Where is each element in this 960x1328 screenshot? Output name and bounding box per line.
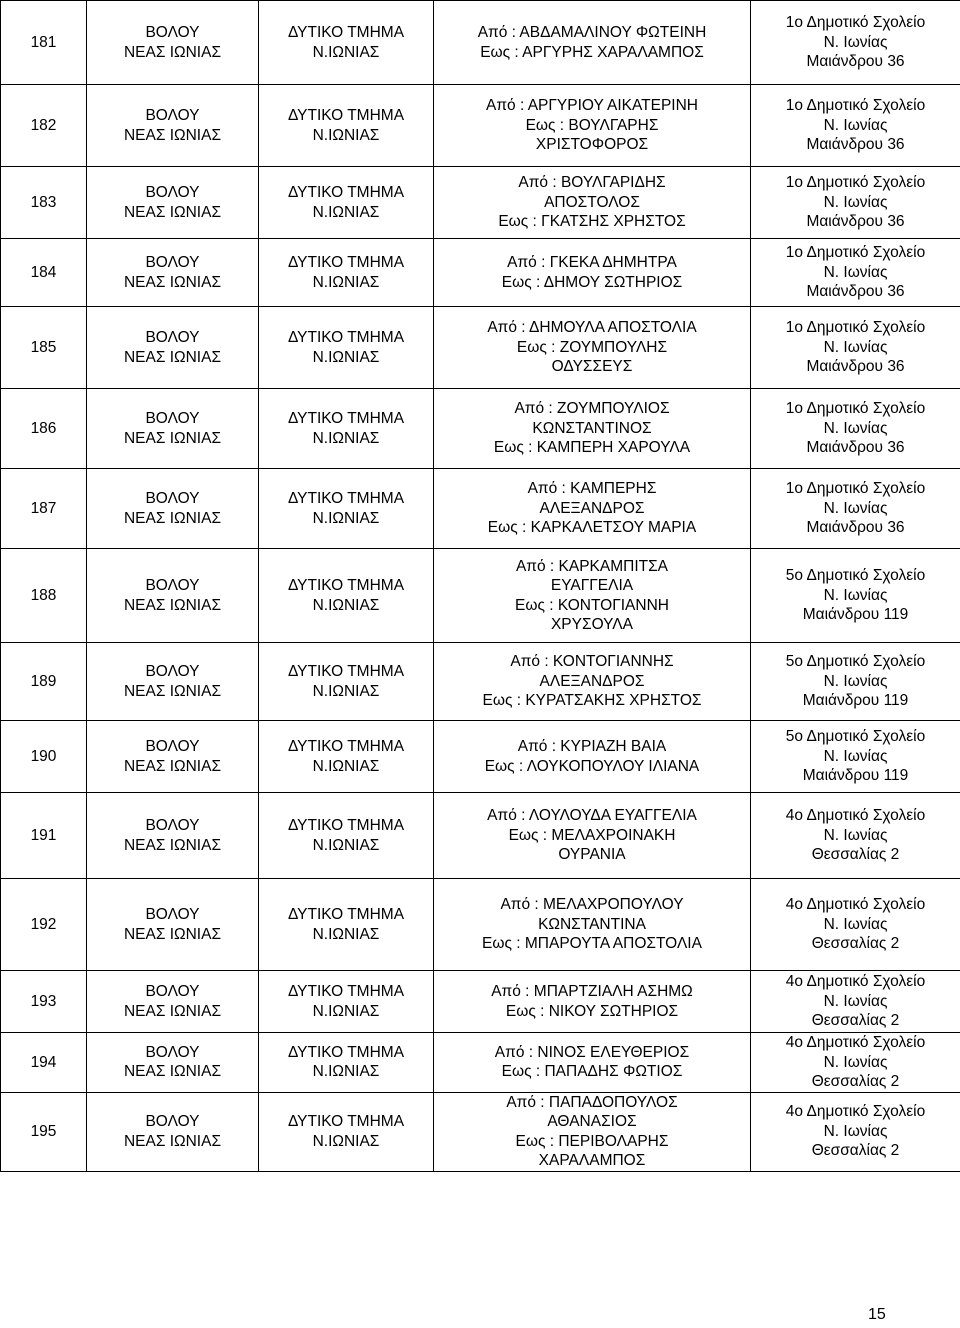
cell-line: 5ο Δημοτικό Σχολείο	[785, 653, 926, 671]
table-row	[1, 721, 960, 793]
cell-line: Εως : ΜΕΛΑΧΡΟΙΝΑΚΗ	[508, 826, 676, 844]
table-row	[1, 1, 960, 85]
surname-range-cell	[434, 793, 751, 879]
cell-line: Ν. Ιωνίας	[823, 338, 888, 356]
cell-line: ΔΥΤΙΚΟ ΤΜΗΜΑ	[287, 1113, 405, 1130]
cell-line: Από : ΚΥΡΙΑΖΗ ΒΑΙΑ	[517, 738, 667, 755]
cell-line: ΝΕΑΣ ΙΩΝΙΑΣ	[123, 1063, 222, 1081]
polling-school-cell	[751, 1033, 960, 1093]
cell-line: Από : ΛΟΥΛΟΥΔΑ ΕΥΑΓΓΕΛΙΑ	[487, 807, 697, 825]
cell-line: ΔΥΤΙΚΟ ΤΜΗΜΑ	[287, 107, 405, 124]
cell-line: ΑΛΕΞΑΝΔΡΟΣ	[539, 672, 645, 690]
cell-line: Ν. Ιωνίας	[823, 586, 888, 604]
municipality-cell	[87, 167, 259, 239]
station-number-cell: 183	[1, 167, 87, 239]
municipality-cell	[87, 549, 259, 643]
cell-line: ΔΥΤΙΚΟ ΤΜΗΜΑ	[287, 983, 405, 1000]
polling-school-cell	[751, 167, 960, 239]
municipality-cell	[87, 85, 259, 167]
cell-line: 4ο Δημοτικό Σχολείο	[785, 896, 926, 914]
table-row	[1, 167, 960, 239]
table-row	[1, 549, 960, 643]
cell-line: ΔΥΤΙΚΟ ΤΜΗΜΑ	[287, 254, 405, 271]
department-cell	[259, 879, 434, 971]
table-row	[1, 1092, 960, 1171]
cell-line: ΔΥΤΙΚΟ ΤΜΗΜΑ	[287, 24, 405, 41]
polling-school-cell	[751, 971, 960, 1033]
municipality-cell	[87, 643, 259, 721]
cell-line: Μαιάνδρου 36	[806, 358, 905, 376]
cell-line: Ν. Ιωνίας	[823, 826, 888, 844]
surname-range-cell	[434, 971, 751, 1033]
cell-line: Εως : ΜΠΑΡΟΥΤΑ ΑΠΟΣΤΟΛΙΑ	[482, 935, 702, 953]
table-row	[1, 793, 960, 879]
cell-line: Από : ΑΒΔΑΜΑΛΙΝΟΥ ΦΩΤΕΙΝΗ	[477, 24, 707, 41]
cell-line: ΔΥΤΙΚΟ ΤΜΗΜΑ	[287, 577, 405, 594]
department-cell	[259, 1092, 434, 1171]
cell-line: ΒΟΛΟΥ	[145, 738, 200, 755]
surname-range-cell	[434, 1, 751, 85]
cell-line: Εως : ΠΕΡΙΒΟΛΑΡΗΣ	[515, 1132, 669, 1150]
cell-line: ΚΩΝΣΤΑΝΤΙΝΑ	[538, 915, 646, 933]
station-number-cell: 188	[1, 549, 87, 643]
cell-line: ΔΥΤΙΚΟ ΤΜΗΜΑ	[287, 329, 405, 346]
cell-line: Ν.ΙΩΝΙΑΣ	[312, 273, 380, 291]
department-cell	[259, 469, 434, 549]
municipality-cell	[87, 239, 259, 307]
cell-line: Ν.ΙΩΝΙΑΣ	[312, 1063, 380, 1081]
surname-range-cell	[434, 1092, 751, 1171]
polling-school-cell	[751, 307, 960, 389]
cell-line: Ν. Ιωνίας	[823, 992, 888, 1010]
station-number-cell: 193	[1, 971, 87, 1033]
station-number-cell: 182	[1, 85, 87, 167]
cell-line: ΒΟΛΟΥ	[145, 329, 200, 346]
table-row	[1, 879, 960, 971]
cell-line: 5ο Δημοτικό Σχολείο	[785, 567, 926, 585]
cell-line: Ν.ΙΩΝΙΑΣ	[312, 757, 380, 775]
cell-line: ΝΕΑΣ ΙΩΝΙΑΣ	[123, 836, 222, 854]
municipality-cell	[87, 721, 259, 793]
department-cell	[259, 167, 434, 239]
cell-line: 1ο Δημοτικό Σχολείο	[785, 400, 926, 418]
surname-range-cell	[434, 307, 751, 389]
cell-line: ΝΕΑΣ ΙΩΝΙΑΣ	[123, 1002, 222, 1020]
cell-line: Θεσσαλίας 2	[811, 1012, 900, 1030]
department-cell	[259, 1, 434, 85]
cell-line: 4ο Δημοτικό Σχολείο	[785, 1103, 926, 1121]
cell-line: Από : ΜΕΛΑΧΡΟΠΟΥΛΟΥ	[500, 896, 684, 914]
cell-line: ΔΥΤΙΚΟ ΤΜΗΜΑ	[287, 817, 405, 834]
cell-line: Από : ΔΗΜΟΥΛΑ ΑΠΟΣΤΟΛΙΑ	[487, 319, 697, 337]
surname-range-cell	[434, 469, 751, 549]
cell-line: Ν.ΙΩΝΙΑΣ	[312, 925, 380, 943]
cell-line: Μαιάνδρου 36	[806, 213, 905, 231]
cell-line: ΒΟΛΟΥ	[145, 906, 200, 923]
cell-line: ΒΟΛΟΥ	[145, 817, 200, 834]
cell-line: ΝΕΑΣ ΙΩΝΙΑΣ	[123, 925, 222, 943]
cell-line: ΧΡΙΣΤΟΦΟΡΟΣ	[535, 136, 649, 154]
cell-line: Ν.ΙΩΝΙΑΣ	[312, 348, 380, 366]
department-cell	[259, 307, 434, 389]
cell-line: Ν. Ιωνίας	[823, 499, 888, 517]
cell-line: Ν.ΙΩΝΙΑΣ	[312, 509, 380, 527]
cell-line: ΒΟΛΟΥ	[145, 24, 200, 41]
cell-line: Ν. Ιωνίας	[823, 1122, 888, 1140]
department-cell	[259, 549, 434, 643]
municipality-cell	[87, 1033, 259, 1093]
cell-line: ΝΕΑΣ ΙΩΝΙΑΣ	[123, 273, 222, 291]
cell-line: ΔΥΤΙΚΟ ΤΜΗΜΑ	[287, 663, 405, 680]
surname-range-cell	[434, 549, 751, 643]
cell-line: Μαιάνδρου 36	[806, 439, 905, 457]
cell-line: ΔΥΤΙΚΟ ΤΜΗΜΑ	[287, 184, 405, 201]
cell-line: ΔΥΤΙΚΟ ΤΜΗΜΑ	[287, 738, 405, 755]
polling-school-cell	[751, 389, 960, 469]
surname-range-cell	[434, 389, 751, 469]
cell-line: ΝΕΑΣ ΙΩΝΙΑΣ	[123, 596, 222, 614]
cell-line: 1ο Δημοτικό Σχολείο	[785, 480, 926, 498]
cell-line: 1ο Δημοτικό Σχολείο	[785, 174, 926, 192]
department-cell	[259, 239, 434, 307]
surname-range-cell	[434, 721, 751, 793]
cell-line: Από : ΒΟΥΛΓΑΡΙΔΗΣ	[518, 174, 666, 192]
cell-line: Από : ΝΙΝΟΣ ΕΛΕΥΘΕΡΙΟΣ	[494, 1043, 690, 1061]
cell-line: Ν.ΙΩΝΙΑΣ	[312, 203, 380, 221]
table-row	[1, 971, 960, 1033]
surname-range-cell	[434, 239, 751, 307]
cell-line: Εως : ΓΚΑΤΣΗΣ ΧΡΗΣΤΟΣ	[498, 213, 686, 231]
cell-line: Ν.ΙΩΝΙΑΣ	[312, 429, 380, 447]
polling-school-cell	[751, 469, 960, 549]
cell-line: Εως : ΝΙΚΟΥ ΣΩΤΗΡΙΟΣ	[505, 1002, 679, 1020]
department-cell	[259, 389, 434, 469]
table-body	[1, 1, 960, 1172]
department-cell	[259, 643, 434, 721]
cell-line: ΝΕΑΣ ΙΩΝΙΑΣ	[123, 429, 222, 447]
cell-line: ΝΕΑΣ ΙΩΝΙΑΣ	[123, 757, 222, 775]
cell-line: Ν.ΙΩΝΙΑΣ	[312, 682, 380, 700]
cell-line: Θεσσαλίας 2	[811, 846, 900, 864]
table-row	[1, 469, 960, 549]
cell-line: Μαιάνδρου 36	[806, 136, 905, 154]
cell-line: Μαιάνδρου 119	[802, 767, 909, 785]
department-cell	[259, 1033, 434, 1093]
cell-line: Ν. Ιωνίας	[823, 1053, 888, 1071]
cell-line: Ν.ΙΩΝΙΑΣ	[312, 596, 380, 614]
cell-line: 4ο Δημοτικό Σχολείο	[785, 1034, 926, 1051]
cell-line: ΒΟΛΟΥ	[145, 410, 200, 427]
cell-line: ΔΥΤΙΚΟ ΤΜΗΜΑ	[287, 410, 405, 427]
municipality-cell	[87, 971, 259, 1033]
cell-line: ΧΡΥΣΟΥΛΑ	[550, 616, 634, 633]
cell-line: Ν.ΙΩΝΙΑΣ	[312, 43, 380, 61]
cell-line: ΒΟΛΟΥ	[145, 107, 200, 124]
table-row	[1, 643, 960, 721]
station-number-cell: 186	[1, 389, 87, 469]
cell-line: Ν.ΙΩΝΙΑΣ	[312, 1132, 380, 1150]
table-row	[1, 1033, 960, 1093]
cell-line: ΟΥΡΑΝΙΑ	[558, 846, 626, 864]
surname-range-cell	[434, 643, 751, 721]
cell-line: 1ο Δημοτικό Σχολείο	[785, 97, 926, 115]
cell-line: ΔΥΤΙΚΟ ΤΜΗΜΑ	[287, 490, 405, 507]
cell-line: Ν. Ιωνίας	[823, 747, 888, 765]
cell-line: Εως : ΑΡΓΥΡΗΣ ΧΑΡΑΛΑΜΠΟΣ	[480, 43, 704, 61]
polling-school-cell	[751, 793, 960, 879]
cell-line: Θεσσαλίας 2	[811, 1073, 900, 1090]
station-number-cell: 181	[1, 1, 87, 85]
cell-line: Εως : ΚΥΡΑΤΣΑΚΗΣ ΧΡΗΣΤΟΣ	[482, 692, 702, 710]
surname-range-cell	[434, 879, 751, 971]
cell-line: Από : ΚΑΡΚΑΜΠΙΤΣΑ	[515, 557, 669, 575]
cell-line: Εως : ΛΟΥΚΟΠΟΥΛΟΥ ΙΛΙΑΝΑ	[484, 757, 700, 775]
department-cell	[259, 971, 434, 1033]
cell-line: ΔΥΤΙΚΟ ΤΜΗΜΑ	[287, 906, 405, 923]
cell-line: ΒΟΛΟΥ	[145, 663, 200, 680]
cell-line: Από : ΚΑΜΠΕΡΗΣ	[527, 480, 657, 498]
station-number-cell: 194	[1, 1033, 87, 1093]
cell-line: Εως : ΚΑΡΚΑΛΕΤΣΟΥ ΜΑΡΙΑ	[487, 519, 697, 537]
cell-line: Μαιάνδρου 36	[806, 53, 905, 71]
polling-school-cell	[751, 1092, 960, 1171]
department-cell	[259, 85, 434, 167]
cell-line: ΔΥΤΙΚΟ ΤΜΗΜΑ	[287, 1043, 405, 1061]
cell-line: Εως : ΖΟΥΜΠΟΥΛΗΣ	[516, 338, 668, 356]
cell-line: Ν.ΙΩΝΙΑΣ	[312, 836, 380, 854]
cell-line: ΚΩΝΣΤΑΝΤΙΝΟΣ	[532, 419, 652, 437]
municipality-cell	[87, 1, 259, 85]
cell-line: Ν.ΙΩΝΙΑΣ	[312, 1002, 380, 1020]
cell-line: Ν. Ιωνίας	[823, 672, 888, 690]
cell-line: Μαιάνδρου 119	[802, 692, 909, 710]
cell-line: Εως : ΠΑΠΑΔΗΣ ΦΩΤΙΟΣ	[501, 1063, 683, 1081]
station-number-cell: 190	[1, 721, 87, 793]
cell-line: Από : ΚΟΝΤΟΓΙΑΝΝΗΣ	[510, 653, 674, 671]
station-number-cell: 185	[1, 307, 87, 389]
cell-line: Μαιάνδρου 36	[806, 519, 905, 537]
cell-line: 4ο Δημοτικό Σχολείο	[785, 807, 926, 825]
cell-line: ΕΥΑΓΓΕΛΙΑ	[550, 577, 634, 594]
surname-range-cell	[434, 167, 751, 239]
cell-line: ΝΕΑΣ ΙΩΝΙΑΣ	[123, 348, 222, 366]
cell-line: ΑΛΕΞΑΝΔΡΟΣ	[539, 499, 645, 517]
municipality-cell	[87, 793, 259, 879]
station-number-cell: 187	[1, 469, 87, 549]
cell-line: ΝΕΑΣ ΙΩΝΙΑΣ	[123, 43, 222, 61]
cell-line: ΑΘΑΝΑΣΙΟΣ	[547, 1113, 637, 1130]
polling-school-cell	[751, 721, 960, 793]
polling-school-cell	[751, 643, 960, 721]
cell-line: Από : ΜΠΑΡΤΖΙΑΛΗ ΑΣΗΜΩ	[491, 983, 693, 1000]
station-number-cell: 191	[1, 793, 87, 879]
department-cell	[259, 721, 434, 793]
cell-line: ΒΟΛΟΥ	[145, 577, 200, 594]
cell-line: Εως : ΔΗΜΟΥ ΣΩΤΗΡΙΟΣ	[501, 273, 683, 291]
surname-range-cell	[434, 1033, 751, 1093]
polling-school-cell	[751, 1, 960, 85]
station-number-cell: 184	[1, 239, 87, 307]
polling-school-cell	[751, 549, 960, 643]
cell-line: ΝΕΑΣ ΙΩΝΙΑΣ	[123, 509, 222, 527]
cell-line: Θεσσαλίας 2	[811, 1142, 900, 1160]
cell-line: Ν. Ιωνίας	[823, 193, 888, 211]
station-number-cell: 195	[1, 1092, 87, 1171]
municipality-cell	[87, 389, 259, 469]
polling-school-cell	[751, 879, 960, 971]
cell-line: ΝΕΑΣ ΙΩΝΙΑΣ	[123, 203, 222, 221]
table-row	[1, 85, 960, 167]
cell-line: ΑΠΟΣΤΟΛΟΣ	[544, 193, 640, 211]
cell-line: 1ο Δημοτικό Σχολείο	[785, 244, 926, 262]
polling-school-cell	[751, 239, 960, 307]
cell-line: 5ο Δημοτικό Σχολείο	[785, 728, 926, 746]
cell-line: ΒΟΛΟΥ	[145, 254, 200, 271]
cell-line: ΟΔΥΣΣΕΥΣ	[551, 358, 633, 376]
cell-line: ΒΟΛΟΥ	[145, 490, 200, 507]
cell-line: ΝΕΑΣ ΙΩΝΙΑΣ	[123, 126, 222, 144]
cell-line: ΧΑΡΑΛΑΜΠΟΣ	[538, 1152, 646, 1169]
cell-line: Ν. Ιωνίας	[823, 915, 888, 933]
station-number-cell: 192	[1, 879, 87, 971]
cell-line: ΒΟΛΟΥ	[145, 1043, 200, 1061]
cell-line: Από : ΖΟΥΜΠΟΥΛΙΟΣ	[514, 400, 670, 418]
cell-line: 1ο Δημοτικό Σχολείο	[785, 319, 926, 337]
cell-line: Ν.ΙΩΝΙΑΣ	[312, 126, 380, 144]
cell-line: ΒΟΛΟΥ	[145, 983, 200, 1000]
surname-range-cell	[434, 85, 751, 167]
department-cell	[259, 793, 434, 879]
municipality-cell	[87, 469, 259, 549]
cell-line: 4ο Δημοτικό Σχολείο	[785, 973, 926, 991]
cell-line: Από : ΑΡΓΥΡΙΟΥ ΑΙΚΑΤΕΡΙΝΗ	[486, 97, 698, 115]
page-number: 15	[868, 1306, 886, 1323]
cell-line: Ν. Ιωνίας	[823, 33, 888, 51]
cell-line: 1ο Δημοτικό Σχολείο	[785, 14, 926, 32]
cell-line: Από : ΓΚΕΚΑ ΔΗΜΗΤΡΑ	[507, 254, 677, 271]
municipality-cell	[87, 307, 259, 389]
cell-line: ΝΕΑΣ ΙΩΝΙΑΣ	[123, 1132, 222, 1150]
cell-line: ΝΕΑΣ ΙΩΝΙΑΣ	[123, 682, 222, 700]
municipality-cell	[87, 879, 259, 971]
table-row	[1, 389, 960, 469]
cell-line: Εως : ΒΟΥΛΓΑΡΗΣ	[525, 116, 659, 134]
table-row	[1, 307, 960, 389]
station-number-cell: 189	[1, 643, 87, 721]
cell-line: Μαιάνδρου 119	[802, 606, 909, 624]
cell-line: Ν. Ιωνίας	[823, 116, 888, 134]
cell-line: Εως : ΚΑΜΠΕΡΗ ΧΑΡΟΥΛΑ	[493, 439, 691, 457]
polling-school-cell	[751, 85, 960, 167]
table-row	[1, 239, 960, 307]
cell-line: Μαιάνδρου 36	[806, 283, 905, 301]
municipality-cell	[87, 1092, 259, 1171]
cell-line: Από : ΠΑΠΑΔΟΠΟΥΛΟΣ	[506, 1093, 678, 1111]
cell-line: ΒΟΛΟΥ	[145, 184, 200, 201]
cell-line: Ν. Ιωνίας	[823, 419, 888, 437]
cell-line: Ν. Ιωνίας	[823, 263, 888, 281]
cell-line: Εως : ΚΟΝΤΟΓΙΑΝΝΗ	[515, 596, 669, 614]
cell-line: ΒΟΛΟΥ	[145, 1113, 200, 1130]
cell-line: Θεσσαλίας 2	[811, 935, 900, 953]
